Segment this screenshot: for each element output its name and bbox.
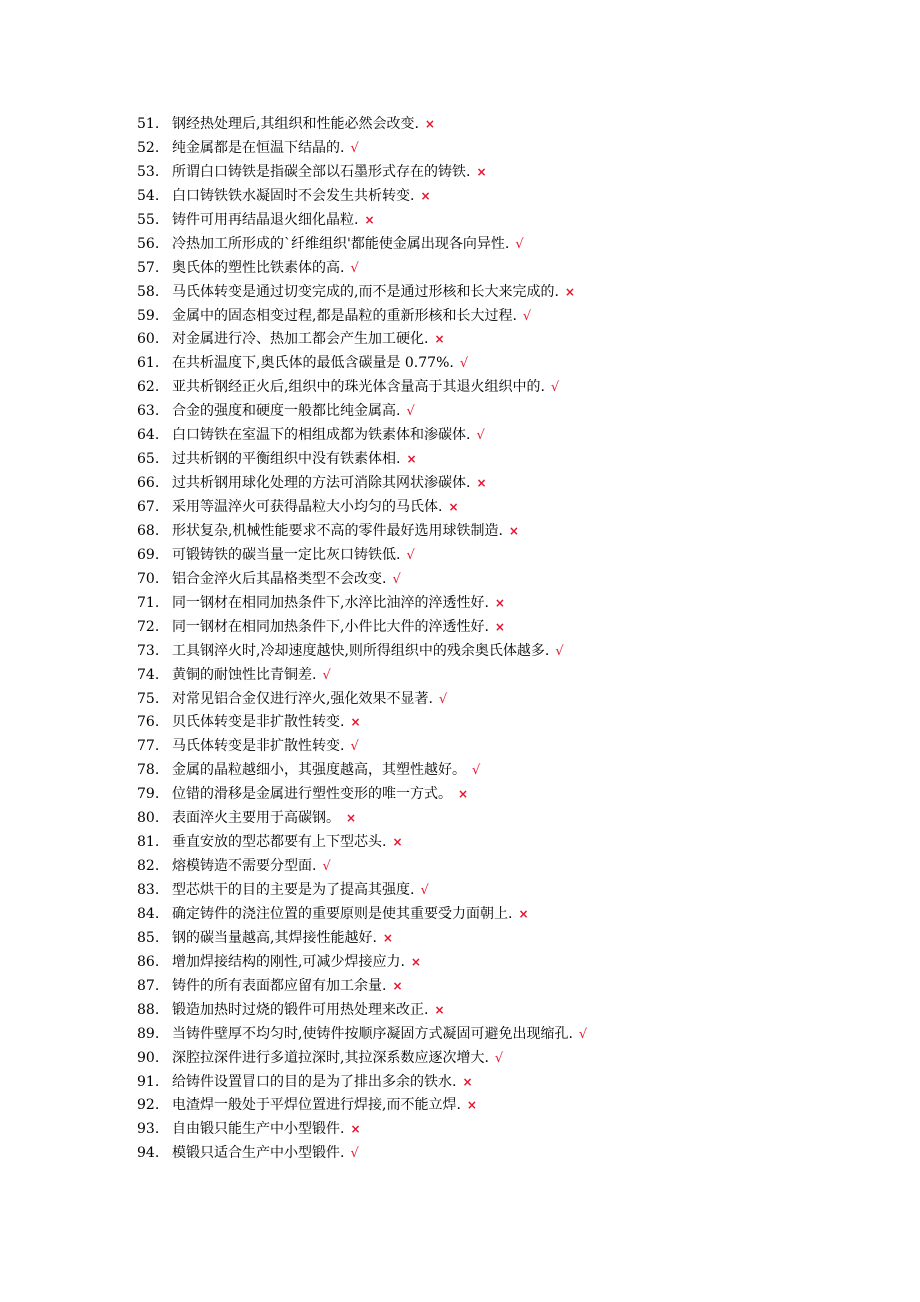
question-item (137, 233, 877, 257)
question-text: 深腔拉深件进行多道拉深时,其拉深系数应逐次增大. (172, 1049, 489, 1066)
question-item (137, 1047, 877, 1071)
question-text: 对常见铝合金仅进行淬火,强化效果不显著. (172, 690, 433, 707)
question-text: 自由锻只能生产中小型锻件. (172, 1121, 345, 1138)
check-mark-icon: √ (555, 643, 564, 659)
question-text: 白口铸铁在室温下的相组成都为铁素体和渗碳体. (172, 427, 471, 444)
check-mark-icon: √ (522, 308, 532, 324)
question-number: 92. (137, 1097, 160, 1114)
question-text: 白口铸铁铁水凝固时不会发生共析转变. (172, 187, 415, 204)
cross-mark-icon: × (350, 1122, 361, 1137)
question-number: 70. (137, 570, 160, 587)
question-text: 合金的强度和硬度一般都比纯金属高. (172, 403, 401, 420)
question-item (137, 257, 877, 281)
cross-mark-icon: × (448, 500, 459, 514)
question-text: 黄铜的耐蚀性比青铜差. (172, 666, 317, 683)
question-text: 铸件可用再结晶退火细化晶粒. (172, 211, 359, 228)
question-number: 87. (137, 977, 160, 994)
question-text: 表面淬火主要用于高碳钢。 (172, 810, 340, 827)
cross-mark-icon: × (406, 452, 417, 467)
question-number: 64. (137, 427, 160, 444)
question-item (137, 281, 877, 305)
question-item (137, 185, 877, 209)
question-number: 65. (137, 451, 160, 468)
check-mark-icon: √ (438, 691, 448, 707)
question-number: 91. (137, 1073, 160, 1090)
question-number: 83. (137, 882, 160, 898)
check-mark-icon: √ (515, 236, 524, 252)
question-text: 给铸件设置冒口的目的是为了排出多余的铁水. (172, 1073, 457, 1090)
question-item (137, 472, 877, 496)
question-number: 93. (137, 1121, 160, 1138)
question-number: 58. (137, 283, 160, 300)
cross-mark-icon: × (458, 787, 469, 802)
question-list (137, 113, 877, 1166)
check-mark-icon: √ (459, 356, 469, 372)
question-item (137, 640, 877, 664)
question-number: 77. (137, 738, 160, 755)
check-mark-icon: √ (406, 547, 415, 563)
question-item (137, 879, 877, 903)
cross-mark-icon: × (494, 619, 505, 634)
question-number: 80. (137, 810, 160, 827)
check-mark-icon: √ (476, 428, 485, 444)
question-number: 60. (137, 331, 160, 348)
question-item (137, 568, 877, 592)
question-text: 冷热加工所形成的`纤维组织'都能使金属出现各向异性. (172, 235, 510, 252)
question-item (137, 807, 877, 831)
check-mark-icon: √ (350, 739, 359, 755)
question-item (137, 161, 877, 185)
question-text: 铸件的所有表面都应留有加工余量. (172, 977, 387, 994)
question-item (137, 759, 877, 783)
question-item (137, 209, 877, 233)
question-text: 采用等温淬火可获得晶粒大小均匀的马氏体. (172, 499, 443, 515)
question-item (137, 735, 877, 759)
question-number: 53. (137, 163, 160, 180)
question-item (137, 951, 877, 975)
cross-mark-icon: × (410, 954, 421, 969)
question-number: 59. (137, 307, 160, 324)
question-text: 锻造加热时过烧的锻件可用热处理来改正. (172, 1001, 429, 1018)
question-number: 73. (137, 642, 160, 659)
question-item (137, 1094, 877, 1118)
question-number: 89. (137, 1025, 160, 1042)
question-text: 亚共析钢经正火后,组织中的珠光体含量高于其退火组织中的. (172, 379, 545, 396)
question-item (137, 831, 877, 855)
check-mark-icon: √ (578, 1026, 588, 1042)
question-item (137, 305, 877, 329)
question-item (137, 999, 877, 1023)
cross-mark-icon: × (518, 906, 529, 921)
question-text: 过共析钢用球化处理的方法可消除其网状渗碳体. (172, 475, 471, 492)
question-text: 模锻只适合生产中小型锻件. (172, 1145, 345, 1162)
check-mark-icon: √ (494, 1050, 504, 1066)
check-mark-icon: √ (392, 571, 401, 587)
question-item (137, 783, 877, 807)
question-text: 位错的滑移是金属进行塑性变形的唯一方式。 (172, 786, 452, 803)
question-text: 形状复杂,机械性能要求不高的零件最好选用球铁制造. (172, 522, 503, 539)
question-text: 马氏体转变是非扩散性转变. (172, 738, 345, 755)
cross-mark-icon: × (466, 1098, 477, 1113)
question-item (137, 616, 877, 640)
question-text: 过共析钢的平衡组织中没有铁素体相. (172, 451, 401, 468)
cross-mark-icon: × (420, 188, 431, 203)
question-item (137, 328, 877, 352)
check-mark-icon: √ (350, 1146, 359, 1162)
question-text: 贝氏体转变是非扩散性转变. (172, 714, 345, 731)
cross-mark-icon: × (508, 523, 519, 538)
question-number: 71. (137, 594, 160, 611)
question-text: 熔模铸造不需要分型面. (172, 858, 317, 875)
question-item (137, 544, 877, 568)
question-number: 90. (137, 1049, 160, 1066)
question-text: 金属中的固态相变过程,都是晶粒的重新形核和长大过程. (172, 307, 517, 324)
question-number: 69. (137, 546, 160, 563)
cross-mark-icon: × (476, 164, 487, 179)
question-item (137, 1023, 877, 1047)
question-text: 电渣焊一般处于平焊位置进行焊接,而不能立焊. (172, 1097, 461, 1114)
question-number: 72. (137, 618, 160, 635)
question-number: 54. (137, 187, 160, 204)
question-text: 型芯烘干的目的主要是为了提高其强度. (172, 882, 415, 898)
cross-mark-icon: × (434, 1002, 445, 1017)
question-number: 57. (137, 259, 160, 276)
cross-mark-icon: × (494, 595, 505, 610)
check-mark-icon: √ (472, 763, 481, 779)
question-item (137, 711, 877, 735)
check-mark-icon: √ (406, 404, 415, 420)
question-text: 可锻铸铁的碳当量一定比灰口铸铁低. (172, 546, 401, 563)
cross-mark-icon: × (382, 930, 393, 945)
question-text: 钢经热处理后,其组织和性能必然会改变. (172, 116, 419, 132)
question-number: 88. (137, 1001, 160, 1018)
question-text: 同一钢材在相同加热条件下,水淬比油淬的淬透性好. (172, 594, 489, 611)
question-number: 62. (137, 379, 160, 396)
check-mark-icon: √ (322, 667, 331, 683)
cross-mark-icon: × (392, 978, 403, 993)
question-number: 75. (137, 690, 160, 707)
question-number: 55. (137, 211, 160, 228)
question-text: 工具钢淬火时,冷却速度越快,则所得组织中的残余奥氏体越多. (172, 642, 550, 659)
cross-mark-icon: × (364, 212, 375, 227)
check-mark-icon: √ (322, 859, 331, 875)
question-number: 56. (137, 235, 160, 252)
cross-mark-icon: × (350, 715, 361, 730)
question-number: 74. (137, 666, 160, 683)
question-text: 钢的碳当量越高,其焊接性能越好. (172, 929, 377, 946)
question-number: 85. (137, 929, 160, 946)
question-number: 61. (137, 355, 160, 372)
cross-mark-icon: × (462, 1074, 473, 1089)
question-number: 78. (137, 762, 160, 779)
question-item (137, 376, 877, 400)
question-number: 81. (137, 834, 160, 851)
question-text: 奥氏体的塑性比铁素体的高. (172, 259, 345, 276)
question-number: 82. (137, 858, 160, 875)
question-text: 马氏体转变是通过切变完成的,而不是通过形核和长大来完成的. (172, 283, 559, 300)
question-number: 67. (137, 499, 160, 515)
question-text: 增加焊接结构的刚性,可减少焊接应力. (172, 953, 405, 970)
question-text: 纯金属都是在恒温下结晶的. (172, 139, 345, 156)
question-text: 在共析温度下,奥氏体的最低含碳量是 0.77%. (172, 355, 454, 372)
question-item (137, 352, 877, 376)
question-item (137, 1142, 877, 1166)
question-item (137, 927, 877, 951)
question-number: 63. (137, 403, 160, 420)
question-number: 52. (137, 139, 160, 156)
question-number: 86. (137, 953, 160, 970)
question-item (137, 903, 877, 927)
question-number: 84. (137, 905, 160, 922)
question-item (137, 113, 877, 137)
cross-mark-icon: × (476, 476, 487, 491)
cross-mark-icon: × (346, 811, 357, 826)
question-number: 51. (137, 116, 160, 132)
cross-mark-icon: × (424, 117, 435, 131)
check-mark-icon: √ (350, 260, 359, 276)
question-text: 对金属进行冷、热加工都会产生加工硬化. (172, 331, 429, 348)
question-item (137, 496, 877, 520)
question-item (137, 1118, 877, 1142)
question-text: 确定铸件的浇注位置的重要原则是使其重要受力面朝上. (172, 905, 513, 922)
cross-mark-icon: × (434, 332, 445, 347)
question-number: 66. (137, 475, 160, 492)
check-mark-icon: √ (550, 380, 560, 396)
question-number: 76. (137, 714, 160, 731)
question-item (137, 520, 877, 544)
question-item (137, 448, 877, 472)
question-number: 79. (137, 786, 160, 803)
question-text: 铝合金淬火后其晶格类型不会改变. (172, 570, 387, 587)
question-item (137, 664, 877, 688)
question-item (137, 400, 877, 424)
cross-mark-icon: × (564, 284, 575, 299)
question-item (137, 975, 877, 999)
question-item (137, 424, 877, 448)
question-item (137, 1071, 877, 1095)
question-item (137, 688, 877, 712)
question-number: 94. (137, 1145, 160, 1162)
question-item (137, 855, 877, 879)
question-text: 垂直安放的型芯都要有上下型芯头. (172, 834, 387, 851)
question-number: 68. (137, 522, 160, 539)
check-mark-icon: √ (420, 883, 429, 898)
cross-mark-icon: × (392, 835, 403, 850)
question-text: 同一钢材在相同加热条件下,小件比大件的淬透性好. (172, 618, 489, 635)
question-item (137, 137, 877, 161)
question-text: 金属的晶粒越细小，其强度越高，其塑性越好。 (172, 762, 466, 779)
check-mark-icon: √ (350, 140, 359, 156)
question-text: 所谓白口铸铁是指碳全部以石墨形式存在的铸铁. (172, 163, 471, 180)
question-text: 当铸件壁厚不均匀时,使铸件按顺序凝固方式凝固可避免出现缩孔. (172, 1025, 573, 1042)
question-item (137, 592, 877, 616)
